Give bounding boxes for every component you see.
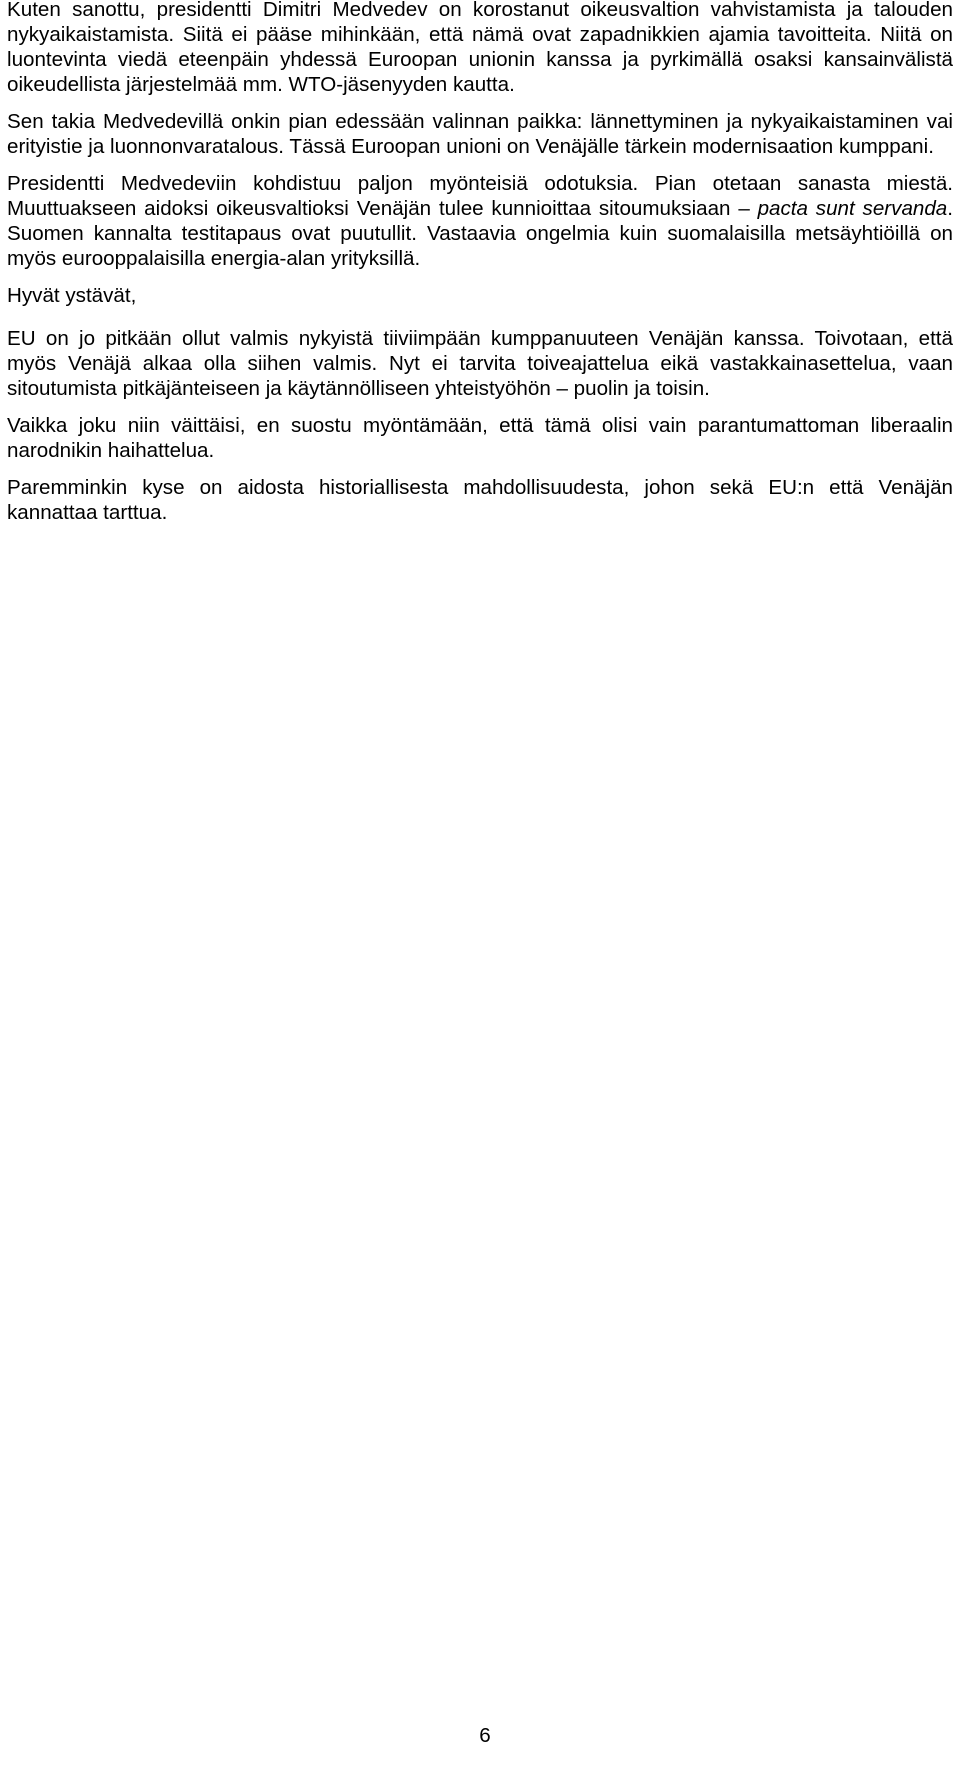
paragraph-expectations-before: Presidentti Medvedeviin kohdistuu paljon myönteisiä odotuksia. Pian otetaan sanasta miestä. Muuttuakseen aidoksi oikeusvaltioksi Venäjän tulee kunnioittaa sitoumuksiaan – <box>7 172 953 220</box>
paragraph-choice: Sen takia Medvedevillä onkin pian edessään valinnan paikka: lännettyminen ja nykyaikaistaminen vai erityistie ja luonnonvaratalous. Tässä Euroopan unioni on Venäjälle tärkein modernisaation kumppani. <box>7 110 953 158</box>
paragraph-opportunity: Paremminkin kyse on aidosta historiallisesta mahdollisuudesta, johon sekä EU:n että Venäjän kannattaa tarttua. <box>7 476 953 524</box>
paragraph-narodnik: Vaikka joku niin väittäisi, en suostu myöntämään, että tämä olisi vain parantumattoman liberaalin narodnikin haihattelua. <box>7 414 953 462</box>
page-number-text: 6 <box>479 1724 491 1747</box>
paragraph-expectations-latin: pacta sunt servanda <box>757 197 948 220</box>
paragraph-medvedev-rule-of-law: Kuten sanottu, presidentti Dimitri Medvedev on korostanut oikeusvaltion vahvistamista ja talouden nykyaikaistamista. Siitä ei pääse mihinkään, että nämä ovat zapadnikkien ajamia tavoitteita. Niitä on luontevinta viedä eteenpäin yhdessä Euroopan unionin kanssa ja pyrkimällä osaksi kansainvälistä oikeudellista järjestelmää mm. WTO-jäsenyyden kautta. <box>7 0 953 96</box>
paragraph-eu-partnership: EU on jo pitkään ollut valmis nykyistä tiiviimpään kumppanuuteen Venäjän kanssa. Toivotaan, että myös Venäjä alkaa olla siihen valmis. Nyt ei tarvita toiveajattelua eikä vastakkainasettelua, vaan sitoutumista pitkäjänteiseen ja käytännölliseen yhteistyöhön – puolin ja toisin. <box>7 327 953 400</box>
page-number <box>0 1723 960 1748</box>
greeting: Hyvät ystävät, <box>7 284 137 307</box>
paragraph-expectations <box>7 171 953 271</box>
document-page <box>7 0 953 537</box>
paragraph-expectations-after: . Suomen kannalta testitapaus ovat puutullit. Vastaavia ongelmia kuin suomalaisilla metsäyhtiöillä on myös eurooppalaisilla energia-alan yrityksillä. <box>7 197 953 270</box>
